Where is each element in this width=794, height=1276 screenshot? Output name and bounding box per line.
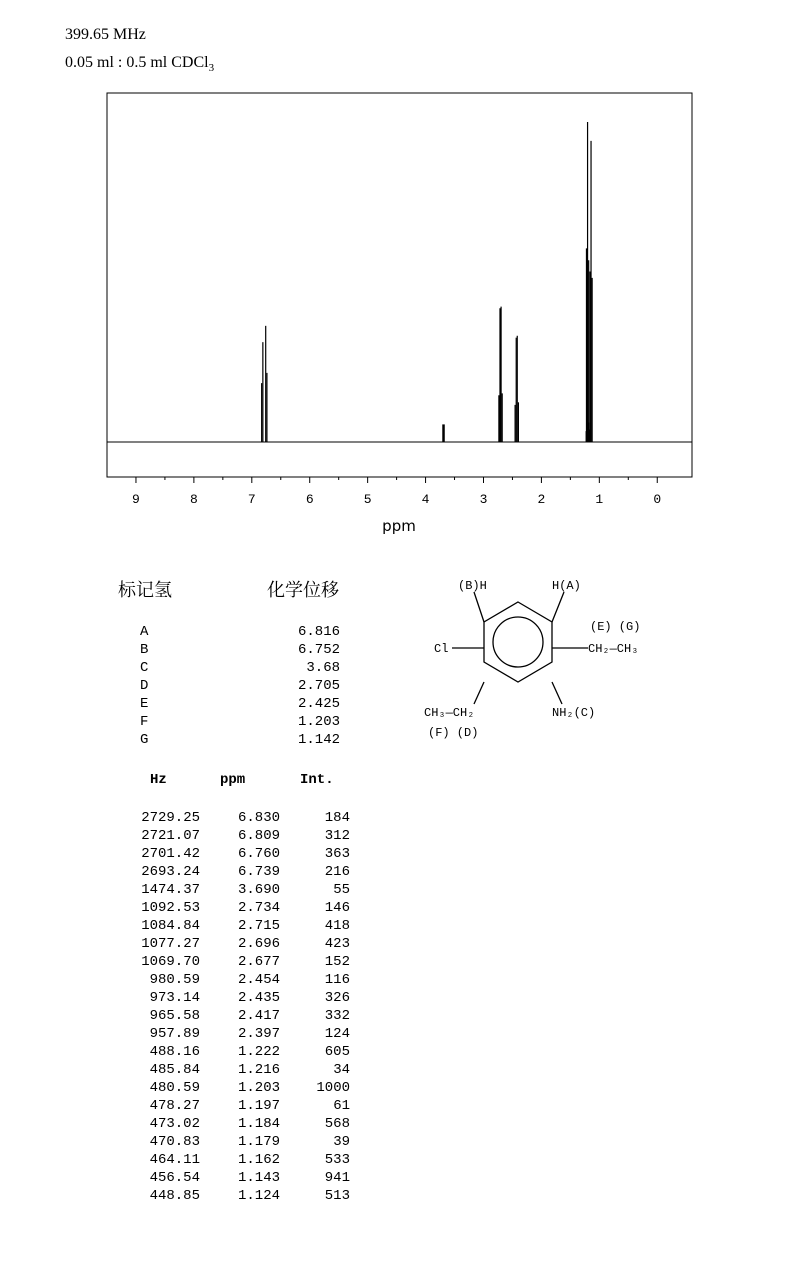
peak-ppm: 2.454 xyxy=(237,972,280,988)
assignment-label: G xyxy=(140,732,149,748)
peak-row xyxy=(110,1062,350,1080)
assignment-shift: 6.752 xyxy=(297,642,340,658)
x-tick-label: 1 xyxy=(595,492,604,507)
bond-ethyl-left xyxy=(474,682,484,704)
bond-h-a xyxy=(552,592,564,622)
peak-hz: 485.84 xyxy=(149,1062,200,1078)
peak-row xyxy=(110,1044,350,1062)
peak-hz: 957.89 xyxy=(149,1026,200,1042)
peak-ppm: 2.397 xyxy=(237,1026,280,1042)
peak-int: 568 xyxy=(324,1116,350,1132)
peak-row xyxy=(110,1026,350,1044)
peak-hz: 2701.42 xyxy=(141,846,200,862)
peak-int: 216 xyxy=(324,864,350,880)
peak-ppm: 1.203 xyxy=(237,1080,280,1096)
assignment-row xyxy=(140,624,340,642)
x-tick-label: 7 xyxy=(247,492,256,507)
label-nh2: NH₂(C) xyxy=(552,706,596,720)
assignment-row xyxy=(140,642,340,660)
assignment-label: E xyxy=(140,696,149,712)
peak-hz: 473.02 xyxy=(149,1116,200,1132)
peak-int: 326 xyxy=(324,990,350,1006)
peak-hz: 1084.84 xyxy=(141,918,200,934)
peak-ppm: 2.715 xyxy=(237,918,280,934)
peak-ppm: 3.690 xyxy=(237,882,280,898)
assignment-shift: 2.705 xyxy=(297,678,340,694)
assignment-shift: 6.816 xyxy=(297,624,340,640)
label-ch3ch2-left: CH₃—CH₂ xyxy=(424,706,475,720)
peak-row xyxy=(110,1134,350,1152)
peak-row xyxy=(110,954,350,972)
x-tick-label: 0 xyxy=(653,492,662,507)
x-tick-label: 9 xyxy=(132,492,140,507)
peak-int: 418 xyxy=(324,918,350,934)
peak-hz: 448.85 xyxy=(149,1188,200,1204)
peak-int: 941 xyxy=(324,1170,350,1186)
peak-hz: 973.14 xyxy=(149,990,200,1006)
peak-row xyxy=(110,1008,350,1026)
peak-hz: 456.54 xyxy=(149,1170,200,1186)
label-ha: H(A) xyxy=(552,579,581,593)
peak-ppm: 1.184 xyxy=(237,1116,280,1132)
peak-int: 184 xyxy=(324,810,350,826)
bond-h-b xyxy=(474,592,484,622)
label-hb: (B)H xyxy=(458,579,487,593)
peak-hz: 464.11 xyxy=(149,1152,200,1168)
peak-int: 533 xyxy=(324,1152,350,1168)
assignment-shift: 2.425 xyxy=(297,696,340,712)
peak-hz: 980.59 xyxy=(149,972,200,988)
assignment-shift: 3.68 xyxy=(306,660,340,676)
peak-int: 146 xyxy=(324,900,350,916)
peak-hz: 470.83 xyxy=(149,1134,200,1150)
assignment-label: B xyxy=(140,642,149,658)
peak-ppm: 2.677 xyxy=(237,954,280,970)
peak-hz: 480.59 xyxy=(149,1080,200,1096)
assignment-row xyxy=(140,732,340,750)
peak-row xyxy=(110,1116,350,1134)
peak-row xyxy=(110,990,350,1008)
peak-row xyxy=(110,1152,350,1170)
peak-ppm: 2.417 xyxy=(237,1008,280,1024)
peak-int: 605 xyxy=(324,1044,350,1060)
x-tick-label: 3 xyxy=(479,492,488,507)
assignment-label: A xyxy=(140,624,149,640)
peak-col-int: Int. xyxy=(300,772,334,788)
sample-subscript: 3 xyxy=(208,62,215,75)
peak-ppm: 1.216 xyxy=(237,1062,280,1078)
peak-ppm: 1.179 xyxy=(237,1134,280,1150)
peak-int: 61 xyxy=(333,1098,350,1114)
aromatic-circle xyxy=(493,617,543,667)
label-cl: Cl xyxy=(434,642,449,656)
peak-int: 363 xyxy=(324,846,350,862)
x-tick-label: 5 xyxy=(363,492,372,507)
assignment-header-shift: 化学位移 xyxy=(267,580,339,601)
assignment-label: C xyxy=(140,660,149,676)
peak-ppm: 1.222 xyxy=(237,1044,280,1060)
peak-hz: 2729.25 xyxy=(141,810,200,826)
assignment-header-label: 标记氢 xyxy=(118,580,172,601)
peak-row xyxy=(110,1080,350,1098)
peak-row xyxy=(110,1170,350,1188)
peak-ppm: 1.124 xyxy=(237,1188,280,1204)
peak-ppm: 1.143 xyxy=(237,1170,280,1186)
peak-hz: 965.58 xyxy=(149,1008,200,1024)
peak-int: 55 xyxy=(333,882,350,898)
peak-col-ppm: ppm xyxy=(220,772,246,788)
peak-hz: 1474.37 xyxy=(141,882,200,898)
peak-int: 423 xyxy=(324,936,350,952)
peak-ppm: 2.435 xyxy=(237,990,280,1006)
peak-ppm: 6.830 xyxy=(237,810,280,826)
peak-hz: 1077.27 xyxy=(141,936,200,952)
peak-row xyxy=(110,1188,350,1206)
assignment-label: F xyxy=(140,714,149,730)
peak-row xyxy=(110,918,350,936)
bond-nh2 xyxy=(552,682,562,704)
peak-int: 1000 xyxy=(316,1080,350,1096)
x-tick-label: 2 xyxy=(537,492,546,507)
peak-ppm: 6.809 xyxy=(237,828,280,844)
peak-int: 312 xyxy=(324,828,350,844)
peak-row xyxy=(110,936,350,954)
x-tick-label: 4 xyxy=(421,492,430,507)
peak-ppm: 2.734 xyxy=(237,900,280,916)
sample-text: 0.05 ml : 0.5 ml CDCl xyxy=(65,54,209,71)
peak-int: 34 xyxy=(333,1062,350,1078)
peak-col-hz: Hz xyxy=(150,772,167,788)
spectrometer-frequency: 399.65 MHz xyxy=(65,26,146,43)
peak-int: 332 xyxy=(324,1008,350,1024)
peak-row xyxy=(110,972,350,990)
assignment-shift: 1.142 xyxy=(297,732,340,748)
peak-hz: 488.16 xyxy=(149,1044,200,1060)
peak-row xyxy=(110,882,350,900)
peak-row xyxy=(110,828,350,846)
peak-hz: 1069.70 xyxy=(141,954,200,970)
x-axis-label: ppm xyxy=(382,517,416,535)
assignment-shift: 1.203 xyxy=(297,714,340,730)
assignment-label: D xyxy=(140,678,149,694)
peak-hz: 2693.24 xyxy=(141,864,200,880)
peak-row xyxy=(110,810,350,828)
x-tick-label: 8 xyxy=(189,492,198,507)
molecule-structure xyxy=(410,570,670,750)
assignment-row xyxy=(140,678,340,696)
peak-hz: 1092.53 xyxy=(141,900,200,916)
label-eg: (E) (G) xyxy=(590,620,641,634)
peak-ppm: 6.760 xyxy=(237,846,280,862)
label-ch2ch3-right: CH₂—CH₃ xyxy=(588,642,639,656)
assignment-row xyxy=(140,696,340,714)
x-tick-label: 6 xyxy=(305,492,314,507)
peak-row xyxy=(110,1098,350,1116)
peak-int: 39 xyxy=(333,1134,350,1150)
peak-int: 124 xyxy=(324,1026,350,1042)
plot-frame xyxy=(107,93,692,477)
peak-int: 116 xyxy=(324,972,350,988)
peak-int: 513 xyxy=(324,1188,350,1204)
nmr-spectrum-chart xyxy=(0,0,794,545)
peak-ppm: 1.162 xyxy=(237,1152,280,1168)
peak-hz: 478.27 xyxy=(149,1098,200,1114)
assignment-row xyxy=(140,714,340,732)
assignment-row xyxy=(140,660,340,678)
label-fd: (F) (D) xyxy=(428,726,479,740)
peak-int: 152 xyxy=(324,954,350,970)
peak-row xyxy=(110,864,350,882)
peak-row xyxy=(110,846,350,864)
peak-ppm: 1.197 xyxy=(237,1098,280,1114)
peak-row xyxy=(110,900,350,918)
peak-ppm: 6.739 xyxy=(237,864,280,880)
peak-hz: 2721.07 xyxy=(141,828,200,844)
peak-ppm: 2.696 xyxy=(237,936,280,952)
benzene-ring xyxy=(484,602,552,682)
